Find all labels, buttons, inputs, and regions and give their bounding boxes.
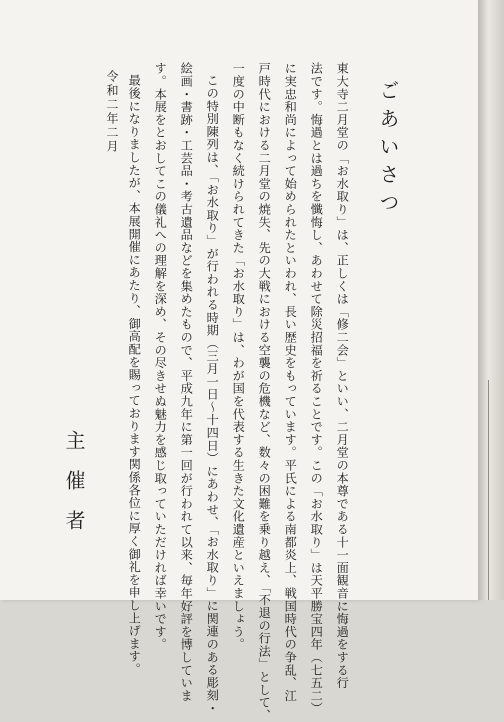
body-paragraph-line: 東大寺二月堂の「お水取り」は、正しくは「修二会」といい、二月堂の本尊である十一面観音に悔過をする行 — [335, 62, 350, 690]
page-title: ごあいさつ — [376, 80, 400, 220]
date-line: 令和二年二月 — [105, 70, 119, 154]
body-paragraph-line: 絵画・書跡・工芸品・考古遺品などを集めたもので、平成九年に第一回が行われて以来、毎年好評を博していま — [179, 62, 194, 702]
body-paragraph-line: 最後になりましたが、本展開催にあたり、御高配を賜っております関係各位に厚く御礼を申し上げます。 — [127, 74, 142, 676]
body-paragraph-line: す。本展をとおしてこの儀礼への理解を深め、その尽きせぬ魅力を感じ取っていただければ幸いです。 — [153, 62, 168, 651]
body-paragraph-line: 戸時代における二月堂の焼失、先の大戦における空襲の危機など、数々の困難を乗り越え、「不退の行法」として、 — [257, 62, 272, 722]
page-edge-divider — [488, 380, 501, 600]
organizer-signature: 主催者 — [62, 430, 86, 550]
body-paragraph-line: に実忠和尚によって始められたといわれ、長い歴史をもっています。平氏による南都炎上、戦国時代の争乱、江 — [283, 62, 298, 702]
body-paragraph-line: この特別陳列は、「お水取り」が行われる時期（三月一日～十四日）にあわせ、「お水取り」に関連のある彫刻・ — [205, 74, 220, 715]
body-paragraph-line: 一度の中断もなく続けられてきた「お水取り」は、わが国を代表する生きた文化遺産といえましょう。 — [231, 62, 246, 651]
book-gutter — [478, 0, 504, 600]
body-paragraph-line: 法です。悔過とは過ちを懺悔し、あわせて除災招福を祈ることです。この「お水取り」は天平勝宝四年（七五二） — [309, 62, 324, 715]
